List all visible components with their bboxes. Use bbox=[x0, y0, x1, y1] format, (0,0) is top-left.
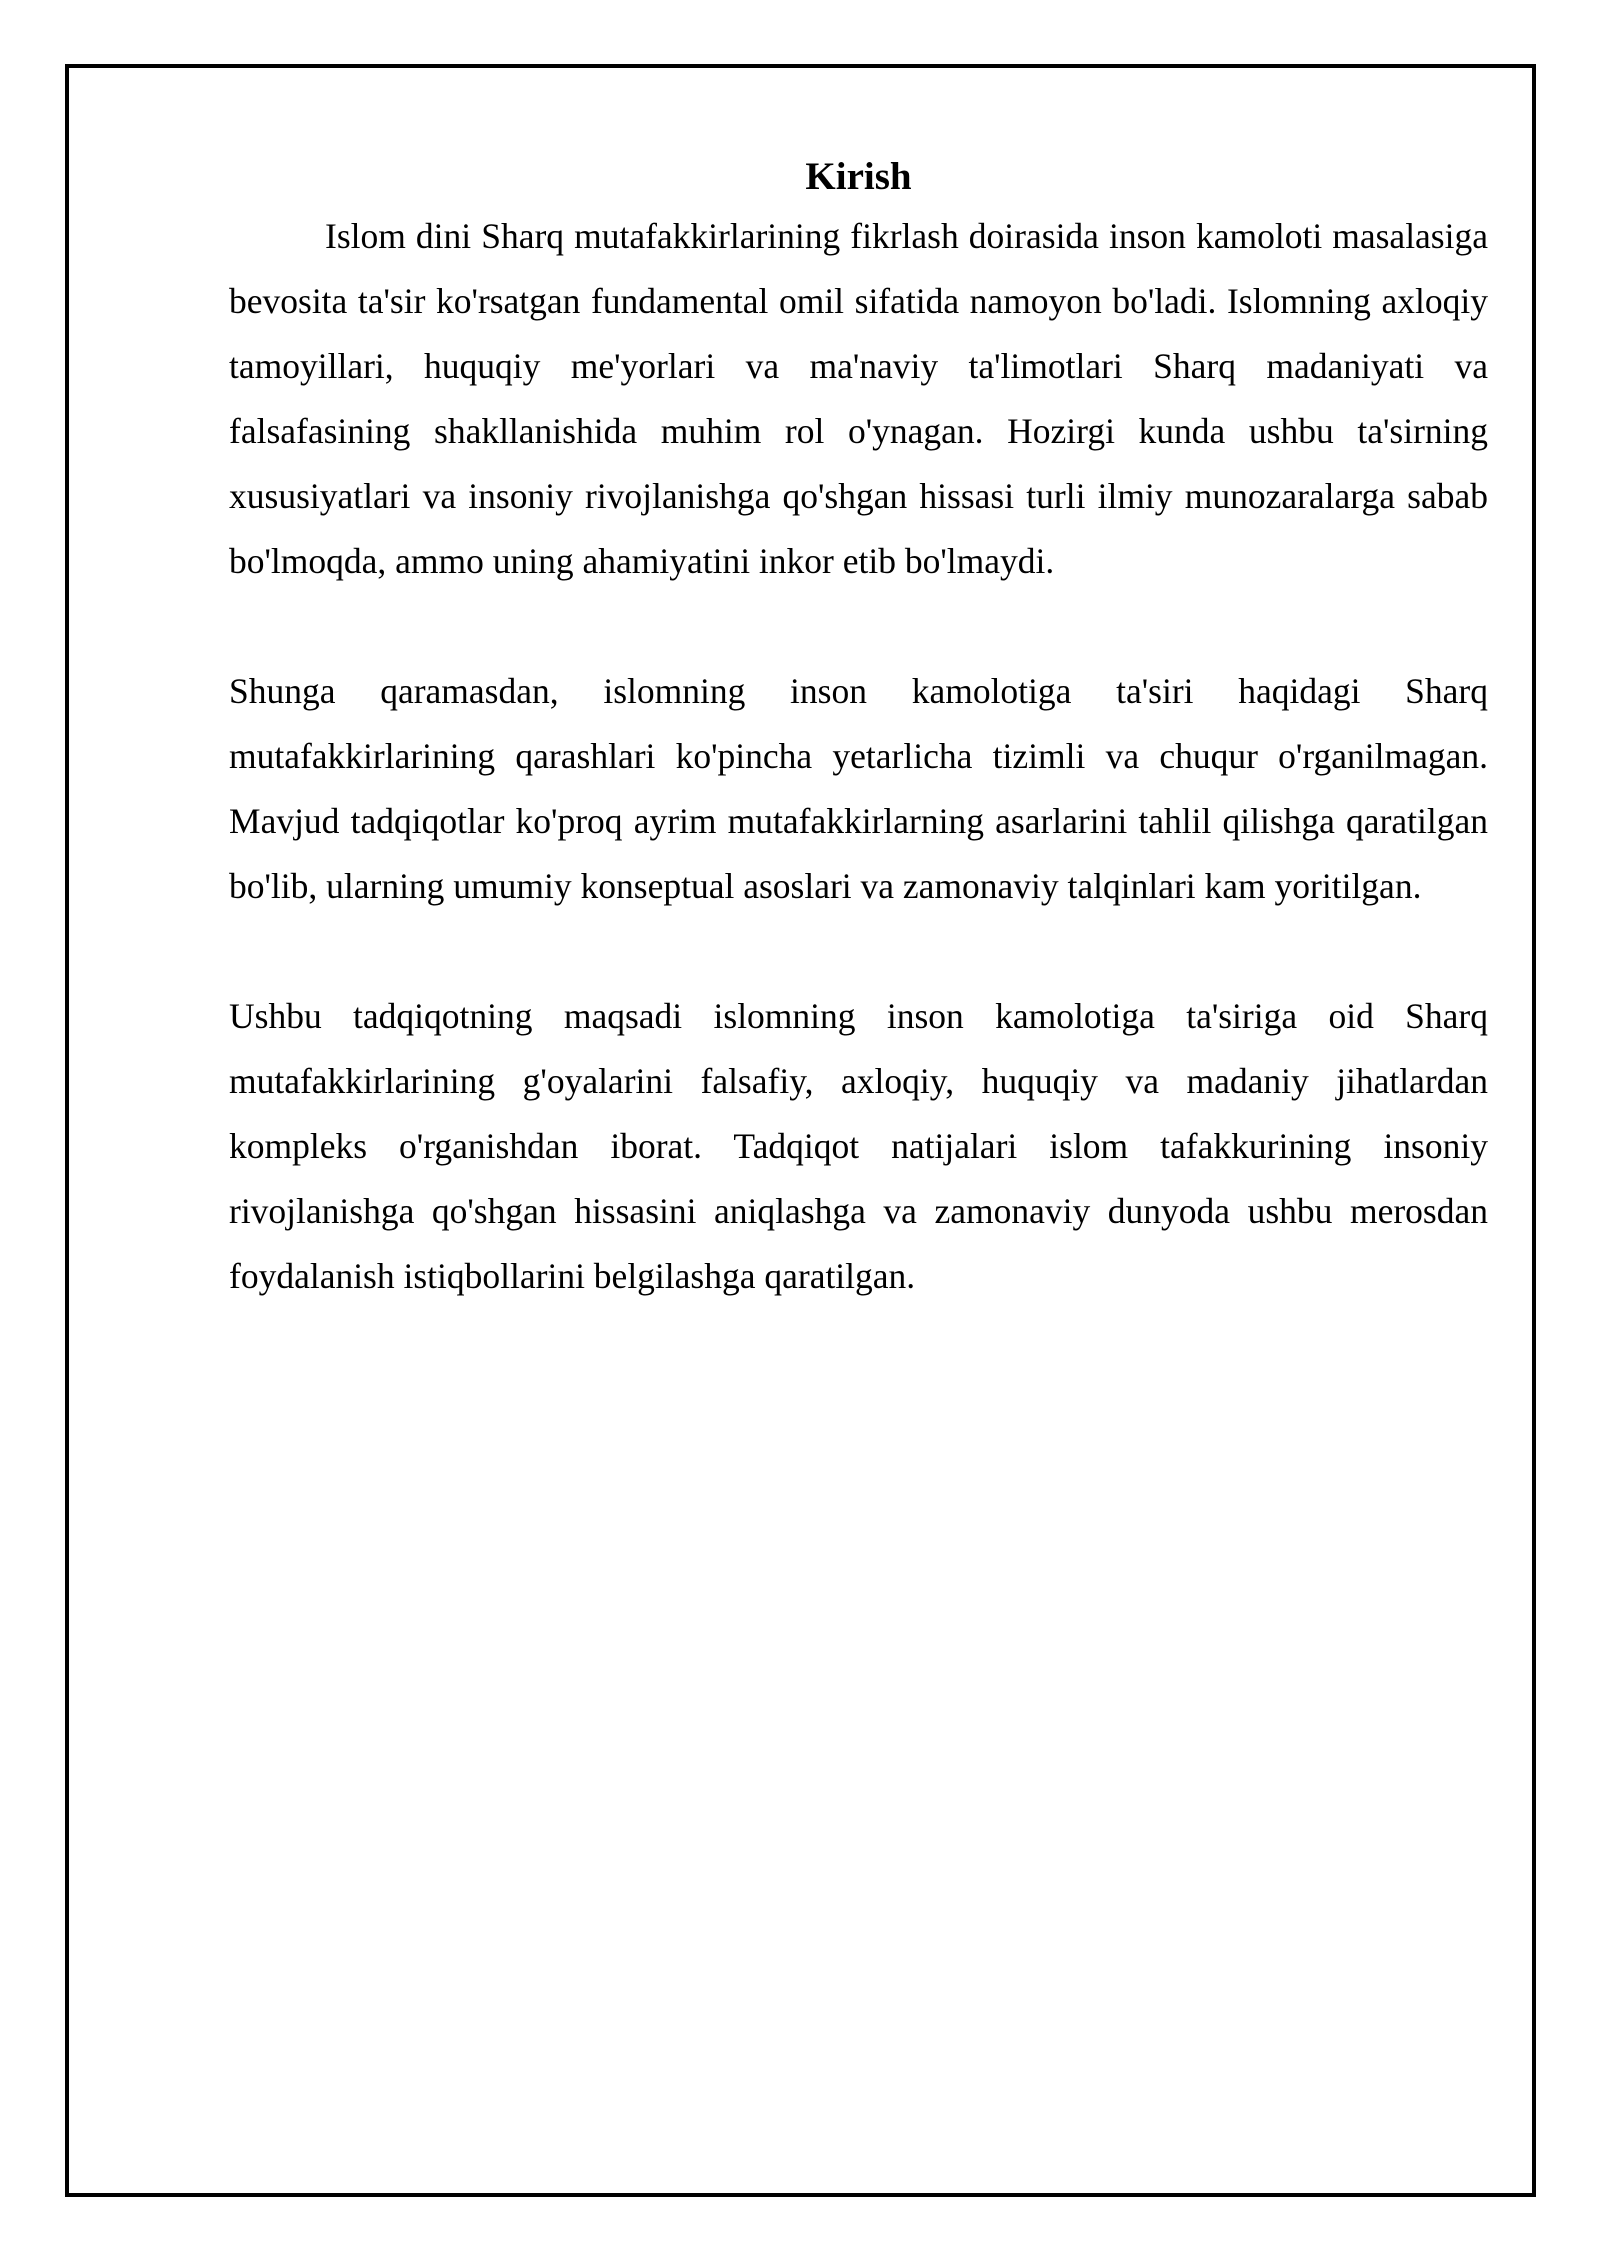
paragraph-3: Ushbu tadqiqotning maqsadi islomning inson kamolotiga ta'siriga oid Sharq mutafakkirlarining g'oyalarini falsafiy, axloqiy, huquqiy va madaniy jihatlardan kompleks o'rganishdan iborat. Tadqiqot natijalari islom tafakkurining insoniy rivojlanishga qo'shgan hissasini aniqlashga va zamonaviy dunyoda ushbu merosdan foydalanish istiqbollarini belgilashga qaratilgan. bbox=[229, 996, 1488, 1296]
paragraph-1: Islom dini Sharq mutafakkirlarining fikrlash doirasida inson kamoloti masalasiga bevosita ta'sir ko'rsatgan fundamental omil sifatida namoyon bo'ladi. Islomning axloqiy tamoyillari, huquqiy me'yorlari va ma'naviy ta'limotlari Sharq madaniyati va falsafasining shakllanishida muhim rol o'ynagan. Hozirgi kunda ushbu ta'sirning xususiyatlari va insoniy rivojlanishga qo'shgan hissasi turli ilmiy munozaralarga sabab bo'lmoqda, ammo uning ahamiyatini inkor etib bo'lmaydi. bbox=[229, 216, 1488, 581]
document-title: Kirish bbox=[805, 155, 912, 198]
paragraph-spacer bbox=[229, 919, 1488, 984]
paragraph-spacer bbox=[229, 594, 1488, 659]
document-body bbox=[229, 150, 1488, 1309]
paragraph-2: Shunga qaramasdan, islomning inson kamolotiga ta'siri haqidagi Sharq mutafakkirlarining qarashlari ko'pincha yetarlicha tizimli va chuqur o'rganilmagan. Mavjud tadqiqotlar ko'proq ayrim mutafakkirlarning asarlarini tahlil qilishga qaratilgan bo'lib, ularning umumiy konseptual asoslari va zamonaviy talqinlari kam yoritilgan. bbox=[229, 671, 1488, 906]
